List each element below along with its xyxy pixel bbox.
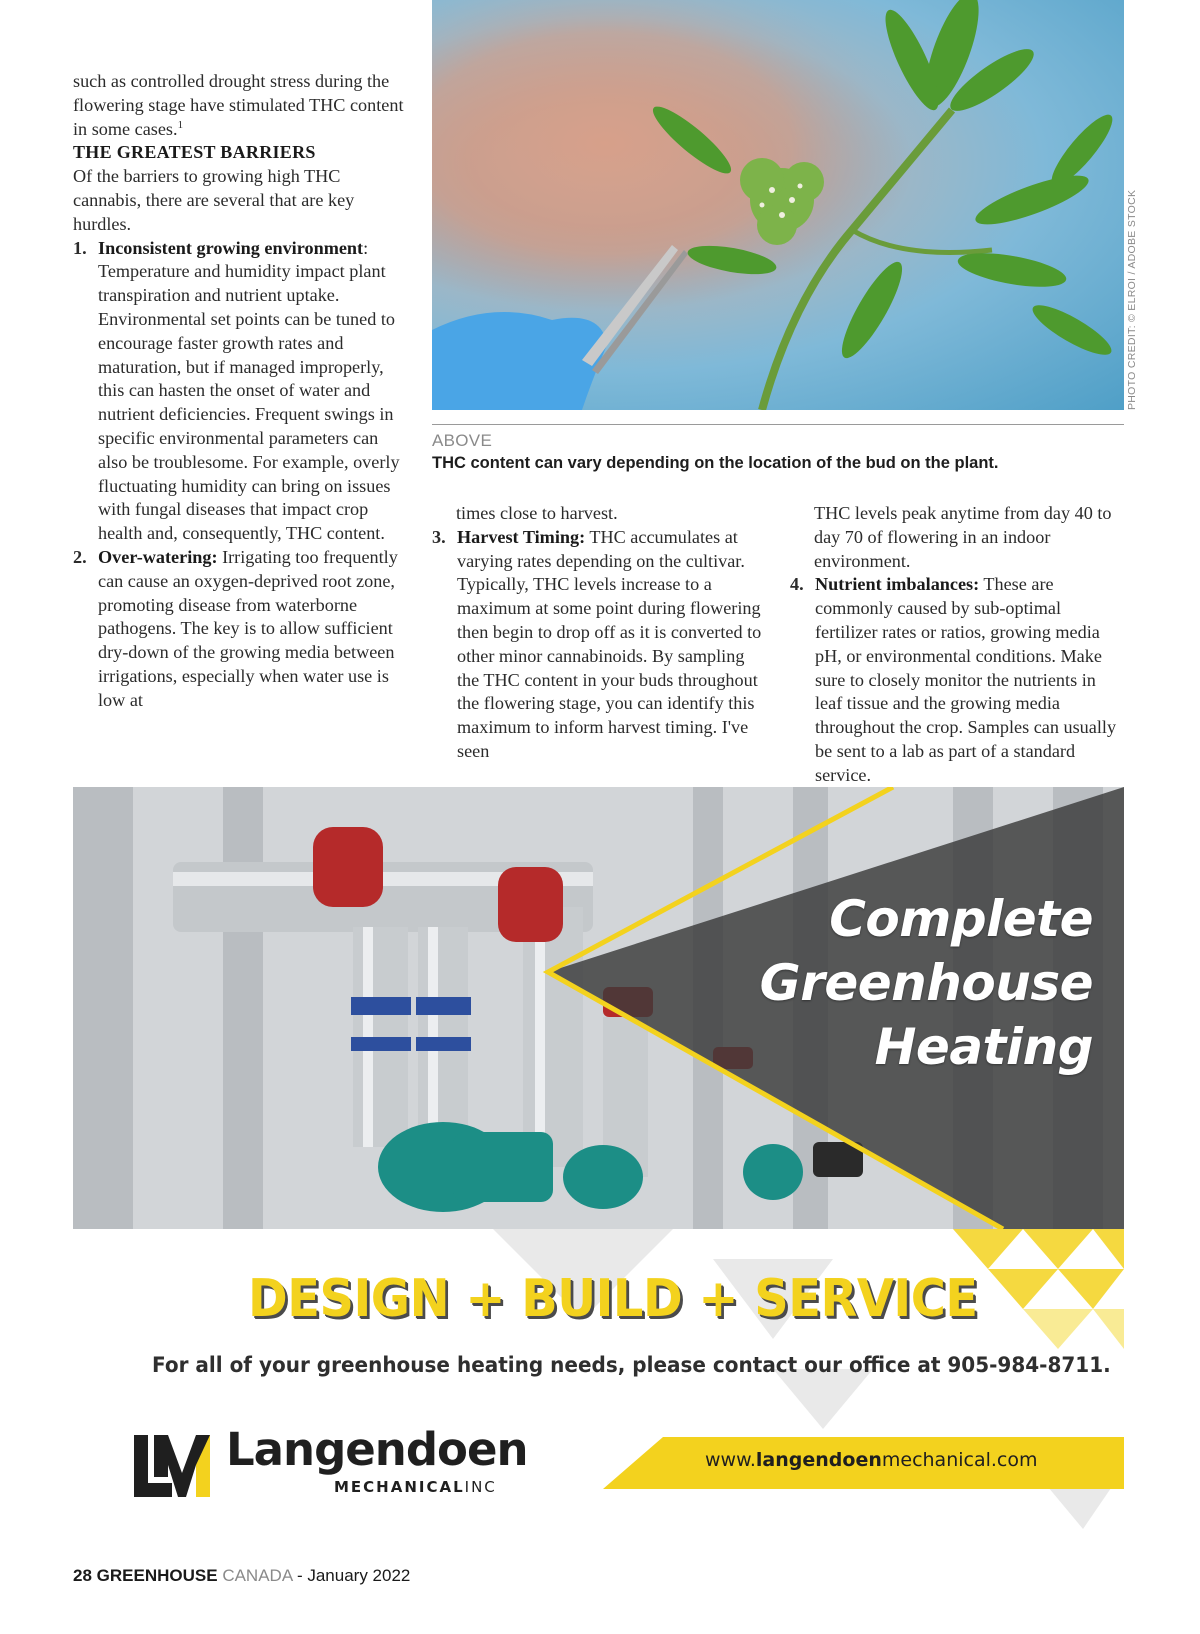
continued-text: times close to harvest.	[456, 503, 618, 523]
list-text: THC accumulates at varying rates depending on the cultivar. Typically, THC levels increase to a maximum at some point during flowering then begin to drop off as it is converted to other minor cannabinoids. By sampling the THC content in your buds throughout the flowering stage, you can identify this maximum to inform harvest timing. I've seen	[457, 526, 762, 761]
logo-subtitle: MECHANICALINC	[334, 1478, 497, 1496]
list-item-2	[73, 546, 405, 713]
footnote-ref: 1	[177, 118, 184, 131]
list-term: Nutrient imbalances:	[815, 574, 980, 595]
page-footer	[73, 1566, 410, 1586]
intro-text: such as controlled drought stress during the flowering stage have stimulated THC content in some cases.	[73, 71, 404, 139]
list-text: Temperature and humidity impact plant transpiration and nutrient uptake. Environmental set points can be tuned to encourage faster growth rates and maturation, but if managed improperly, this can hasten the onset of water and nutrient deficiencies. Frequent swings in specific environmental parameters can also be troublesome. For example, overly fluctuating humidity can bring on issues with fungal diseases that impact crop health and, consequently, THC content.	[98, 261, 400, 544]
list-text: Irrigating too frequently can cause an oxygen-deprived root zone, promoting disease from waterborne pathogens. The key is to allow sufficient dry-down of the growing media between irrigations, especially when water use is low at	[98, 546, 398, 710]
magazine-name: GREENHOUSE	[96, 1566, 218, 1585]
company-logo[interactable]	[134, 1423, 528, 1509]
photo-caption: THC content can vary depending on the location of the bud on the plant.	[432, 454, 999, 472]
list-term: Over-watering:	[98, 546, 218, 567]
ad-info-panel	[73, 1229, 1124, 1537]
caption-divider	[432, 424, 1124, 425]
issue-date: - January 2022	[296, 1566, 411, 1585]
section-heading: THE GREATEST BARRIERS	[73, 142, 316, 163]
article-column-middle	[432, 502, 764, 764]
cannabis-illustration	[432, 0, 1124, 410]
list-text: These are commonly caused by sub-optimal fertilizer rates or ratios, growing media pH, or environmental conditions. Make sure to closely monitor the nutrients in leaf tissue and the growing media throughout the crop. Samples can usually be sent to a lab as part of a standard service.	[815, 574, 1117, 785]
magazine-suffix: CANADA	[222, 1566, 293, 1585]
intro-paragraph	[73, 70, 405, 141]
list-number: 1.	[73, 237, 87, 258]
page-number: 28	[73, 1566, 92, 1585]
section-intro: Of the barriers to growing high THC cannabis, there are several that are key hurdles.	[73, 166, 355, 234]
list-item-4	[790, 573, 1122, 787]
caption-label: ABOVE	[432, 431, 493, 450]
logo-mark-icon	[134, 1435, 214, 1497]
advertisement[interactable]	[73, 787, 1124, 1537]
cannabis-photo	[432, 0, 1124, 410]
headline-line: Heating	[874, 1018, 1093, 1076]
list-term: Inconsistent growing environment	[98, 237, 364, 258]
list-term: Harvest Timing:	[457, 526, 586, 547]
ad-pipes-photo	[73, 787, 1124, 1229]
ad-contact-text: For all of your greenhouse heating needs, please contact our office at 905-984-8711.	[152, 1353, 1111, 1378]
continued-text: THC levels peak anytime from day 40 to day 70 of flowering in an indoor environment.	[814, 503, 1112, 571]
website-link[interactable]: www.langendoenmechanical.com	[705, 1449, 1038, 1471]
article-column-right	[790, 502, 1122, 788]
list-item-1: 1. Inconsistent growing environment: Temperature and humidity impact plant transpiration and nutrient uptake. Environmental set points can be tuned to encourage faster growth rates and maturation, but if managed improperly, this can hasten the onset of water and nutrient deficiencies. Frequent swings in specific environmental parameters can also be troublesome. For example, overly fluctuating humidity can bring on issues with fungal diseases that impact crop health and, consequently, THC content.	[73, 237, 400, 544]
list-number: 2.	[73, 546, 87, 567]
headline-line: Greenhouse	[759, 954, 1093, 1012]
photo-credit: PHOTO CREDIT: © ELROI / ADOBE STOCK	[1126, 189, 1138, 410]
headline-line: Complete	[829, 890, 1093, 948]
ad-tagline: DESIGN + BUILD + SERVICE	[248, 1269, 978, 1329]
list-number: 3.	[432, 526, 446, 547]
list-item-3	[432, 526, 764, 764]
ad-headline	[633, 887, 1093, 1079]
logo-name: Langendoen	[226, 1423, 528, 1476]
list-number: 4.	[790, 574, 804, 595]
article-column-left	[73, 70, 405, 713]
